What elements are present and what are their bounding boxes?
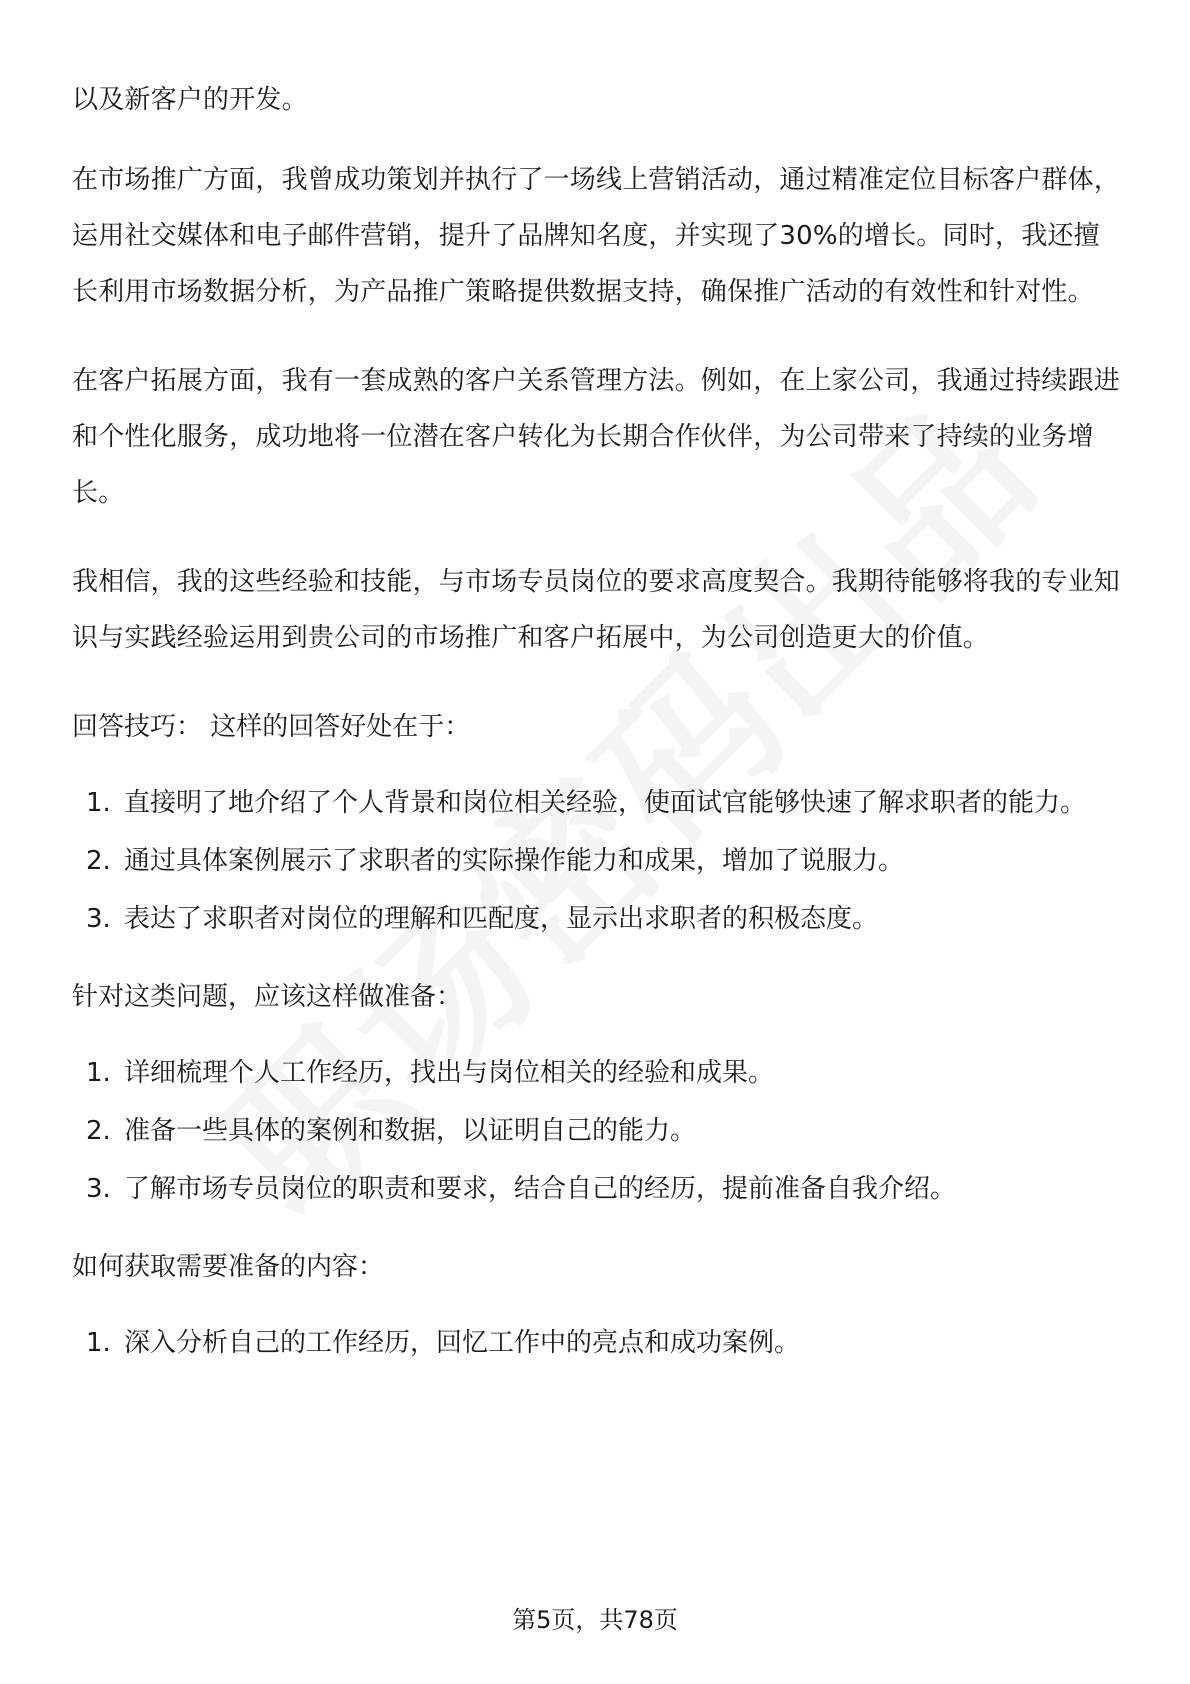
list-number: 2.	[86, 846, 111, 876]
list-item	[72, 1161, 1122, 1217]
list-number: 3.	[86, 904, 111, 934]
tips-list	[72, 775, 1122, 947]
paragraph: 在市场推广方面，我曾成功策划并执行了一场线上营销活动，通过精准定位目标客户群体，运用社交媒体和电子邮件营销，提升了品牌知名度，并实现了30%的增长。同时，我还擅长利用市场数据分析，为产品推广策略提供数据支持，确保推广活动的有效性和针对性。	[72, 165, 1121, 307]
list-item	[72, 775, 1122, 831]
list-item	[72, 1103, 1122, 1159]
list-item	[72, 891, 1122, 947]
paragraph: 我相信，我的这些经验和技能，与市场专员岗位的要求高度契合。我期待能够将我的专业知识与实践经验运用到贵公司的市场推广和客户拓展中，为公司创造更大的价值。	[72, 567, 1121, 653]
list-item	[72, 833, 1122, 889]
list-number: 1.	[86, 1058, 111, 1088]
list-text: 准备一些具体的案例和数据，以证明自己的能力。	[124, 1116, 697, 1146]
list-number: 1.	[86, 1328, 111, 1358]
paragraph: 在客户拓展方面，我有一套成熟的客户关系管理方法。例如，在上家公司，我通过持续跟进和个性化服务，成功地将一位潜在客户转化为长期合作伙伴，为公司带来了持续的业务增长。	[72, 366, 1121, 508]
list-text: 通过具体案例展示了求职者的实际操作能力和成果，增加了说服力。	[124, 846, 905, 876]
list-item	[72, 1315, 1122, 1371]
list-text: 详细梳理个人工作经历，找出与岗位相关的经验和成果。	[124, 1058, 775, 1088]
prepare-list	[72, 1045, 1122, 1217]
list-item	[72, 1045, 1122, 1101]
list-text: 表达了求职者对岗位的理解和匹配度，显示出求职者的积极态度。	[124, 904, 879, 934]
obtain-list	[72, 1315, 1122, 1371]
obtain-heading: 如何获取需要准备的内容：	[72, 1252, 385, 1282]
paragraph: 以及新客户的开发。	[72, 85, 308, 115]
prepare-heading: 针对这类问题，应该这样做准备：	[72, 982, 463, 1012]
list-number: 2.	[86, 1116, 111, 1146]
page-number: 第5页，共78页	[512, 1606, 678, 1634]
document-body	[72, 72, 1122, 1393]
tips-heading: 回答技巧： 这样的回答好处在于：	[72, 712, 471, 742]
list-text: 直接明了地介绍了个人背景和岗位相关经验，使面试官能够快速了解求职者的能力。	[124, 788, 1087, 818]
list-text: 深入分析自己的工作经历，回忆工作中的亮点和成功案例。	[124, 1328, 801, 1358]
list-text: 了解市场专员岗位的职责和要求，结合自己的经历，提前准备自我介绍。	[124, 1174, 957, 1204]
list-number: 3.	[86, 1174, 111, 1204]
list-number: 1.	[86, 788, 111, 818]
